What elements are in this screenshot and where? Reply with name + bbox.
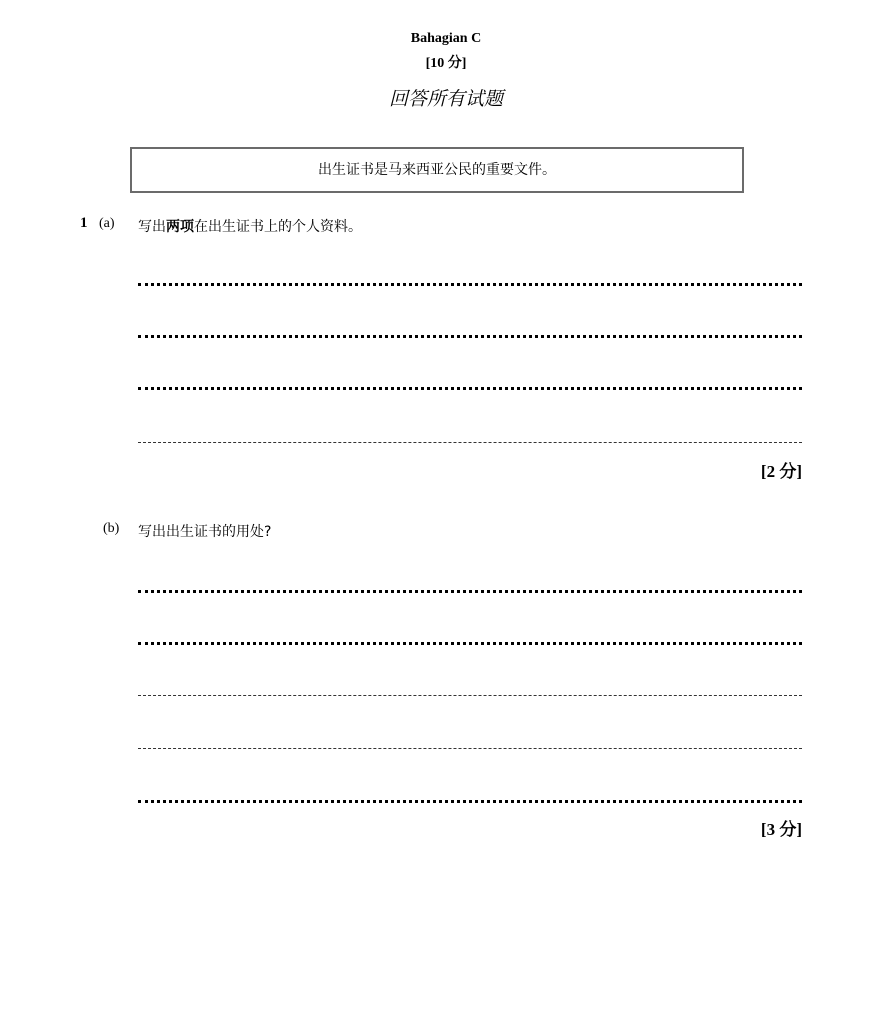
part-a-text-post: 在出生证书上的个人资料。 — [194, 219, 362, 235]
part-a-label: (a) — [99, 216, 115, 231]
stimulus-box: 出生证书是马来西亚公民的重要文件。 — [130, 147, 744, 193]
part-a-text-pre: 写出 — [138, 219, 166, 235]
answer-line-b4[interactable] — [138, 748, 802, 749]
part-b-question: 写出出生证书的用处? — [138, 524, 272, 540]
part-a-question — [138, 216, 362, 236]
part-b-marks: [3 分] — [760, 820, 802, 839]
answer-line-a2[interactable] — [138, 335, 802, 338]
answer-line-b2[interactable] — [138, 642, 802, 645]
part-a-text-bold: 两项 — [166, 219, 194, 235]
part-a-marks: [2 分] — [760, 462, 802, 481]
section-title: Bahagian C — [410, 31, 482, 46]
answer-line-b3[interactable] — [138, 695, 802, 696]
part-b-label: (b) — [103, 521, 120, 536]
answer-line-a3[interactable] — [138, 387, 802, 390]
answer-line-b1[interactable] — [138, 590, 802, 593]
answer-line-a1[interactable] — [138, 283, 802, 286]
question-number: 1 — [80, 215, 88, 231]
section-instruction: 回答所有试题 — [388, 88, 503, 110]
answer-line-b5[interactable] — [138, 800, 802, 803]
answer-line-a4[interactable] — [138, 442, 802, 443]
section-marks: [10 分] — [425, 56, 467, 71]
